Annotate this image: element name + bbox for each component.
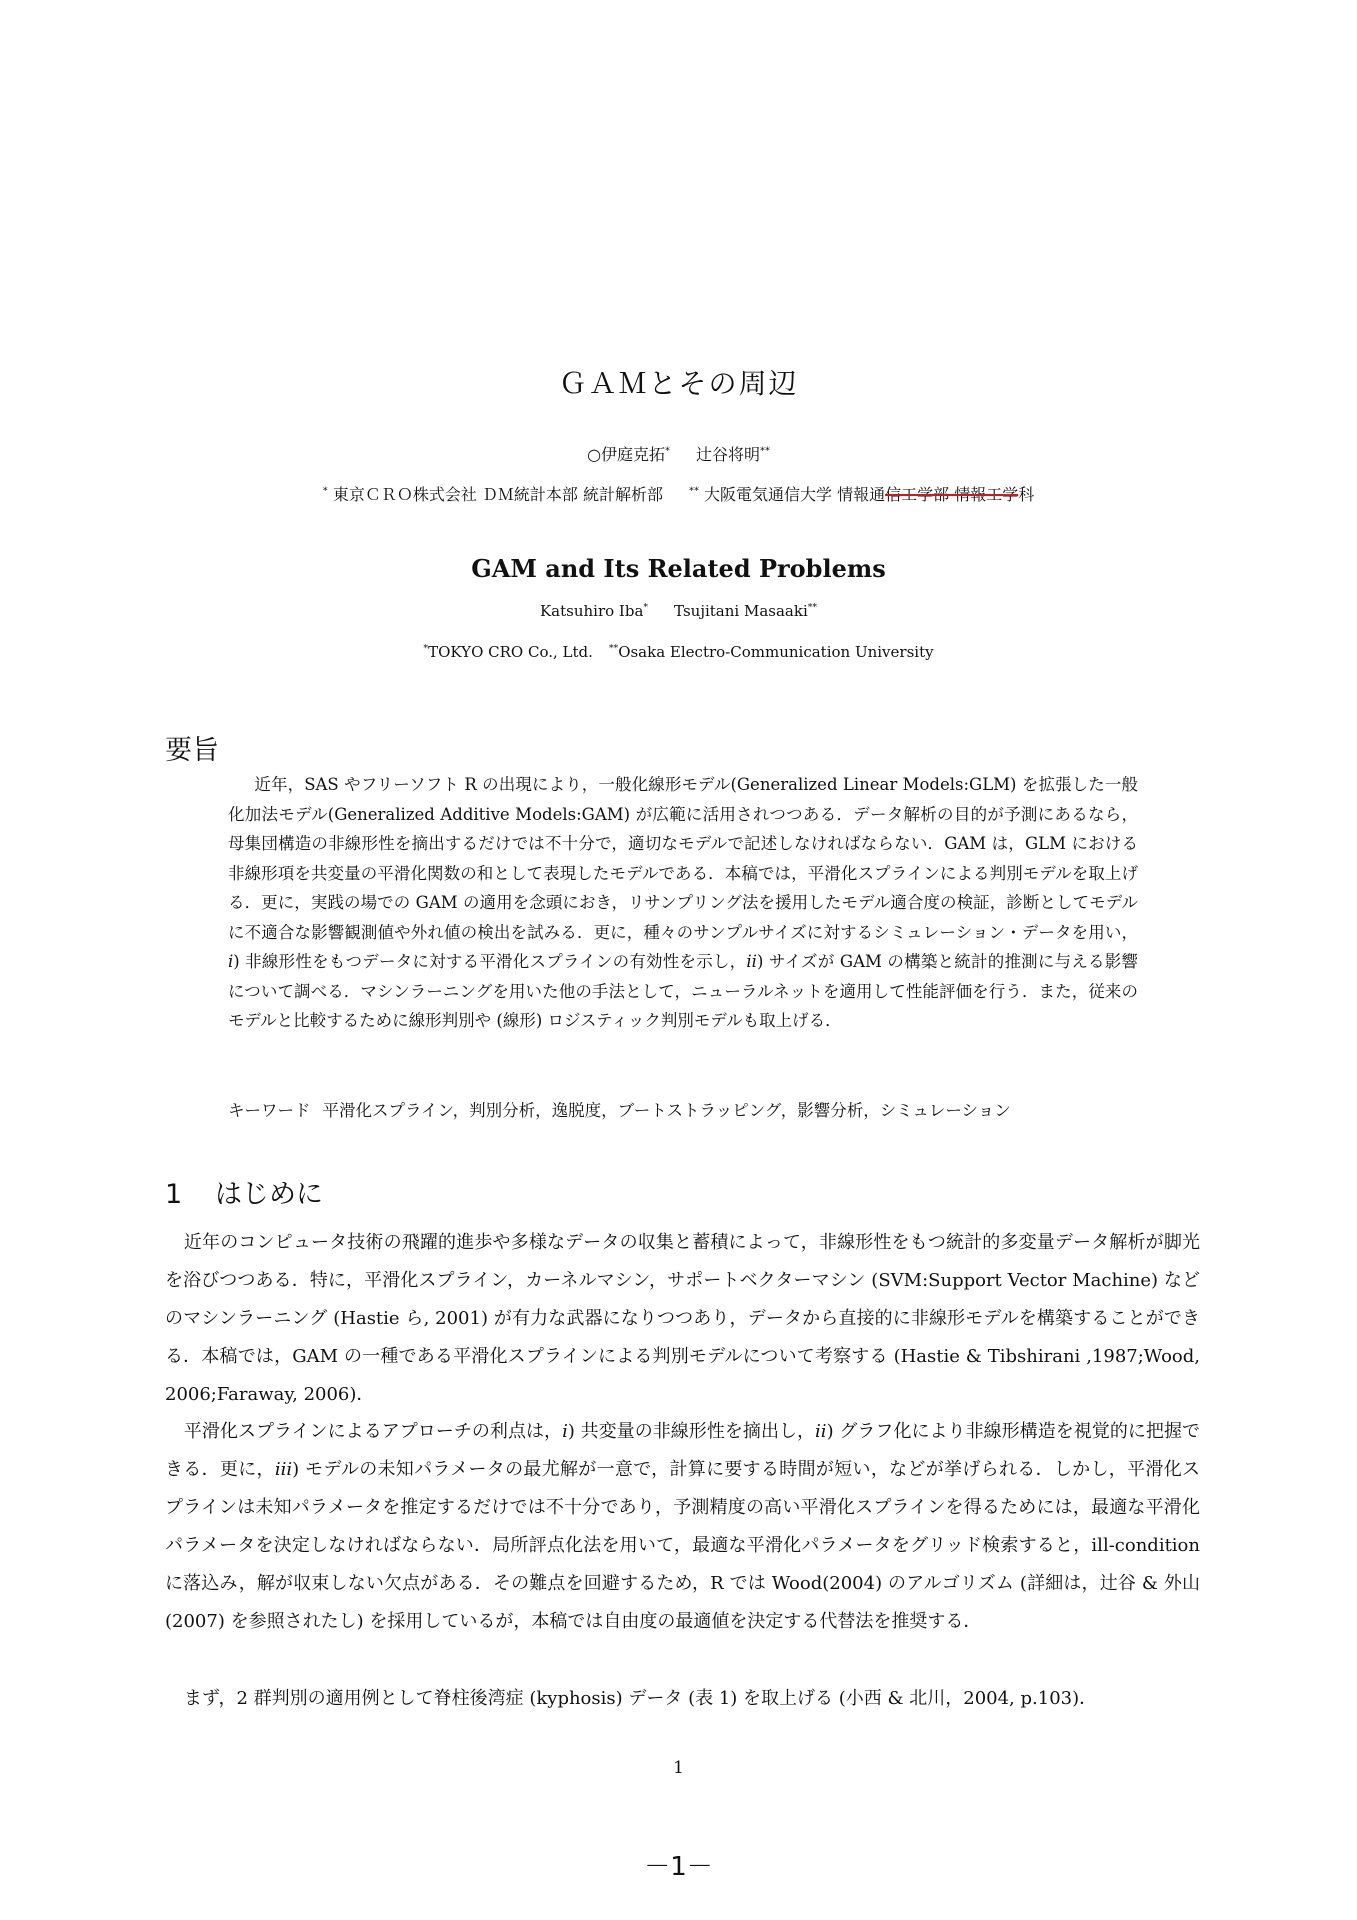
struck-text: 信工学部 情報工学 (885, 485, 1019, 504)
en-author-iba-mark: * (643, 602, 649, 613)
ja-author-tsujitani-mark: ** (760, 445, 770, 457)
ja-author-iba: ○伊庭克拓 (587, 445, 666, 464)
section-title: はじめに (215, 1179, 323, 1210)
body-paragraph-1: 近年のコンピュータ技術の飛躍的進歩や多様なデータの収集と蓄積によって，非線形性をもつ統計的多変量データ解析が脚光を浴びつつある．特に，平滑化スプライン，カーネルマシン，サポートベクターマシン (SVM:Support Vector Machine) などのマシンラーニング (Hastie ら, 2001) が有力な武器になりつつあり，データから直接的に非線形モデルを構築することができる．本稿では，GAM の一種である平滑化スプラインによる判別モデルについて考察する (Hastie & Tibshirani ,1987;Wood, 2006;Faraway, 2006)． (165, 1232, 1200, 1405)
ja-affil-tokyo-cro: 東京ＣＲＯ株式会社 ＤＭ統計本部 統計解析部 (332, 485, 664, 504)
abstract-item-i: i (228, 952, 234, 971)
item-i: i (562, 1421, 568, 1442)
page-number: 1 (673, 1758, 684, 1778)
japanese-affiliations (0, 482, 1357, 505)
section-heading (165, 1172, 323, 1211)
ja-author-tsujitani: 辻谷将明 (696, 445, 761, 464)
japanese-authors (0, 442, 1357, 465)
english-authors (0, 602, 1357, 620)
keywords-label: キーワード (228, 1101, 311, 1120)
section-number: 1 (165, 1179, 183, 1210)
keywords-line (228, 1097, 1148, 1121)
en-affil2-mark: ** (608, 643, 619, 654)
page-footer-label: －1－ (644, 1852, 713, 1882)
item-iii: iii (274, 1459, 293, 1480)
ja-affil1-mark: * (322, 485, 328, 497)
body-paragraph-3: まず，2 群判別の適用例として脊柱後湾症 (kyphosis) データ (表 1) を取上げる (小西 & 北川，2004, p.103)． (183, 1688, 1098, 1709)
en-affil1-mark: * (423, 643, 429, 654)
ja-author-iba-mark: * (665, 445, 670, 457)
en-affil-osaka: Osaka Electro-Communication University (618, 643, 934, 661)
ja-affil2-mark: ** (689, 485, 699, 497)
abstract-heading: 要旨 (165, 735, 219, 766)
item-ii: ii (815, 1421, 827, 1442)
en-author-tsujitani-mark: ** (807, 602, 818, 613)
english-affiliations (0, 643, 1357, 661)
en-author-iba: Katsuhiro Iba (539, 602, 644, 620)
body-paragraph-2: 平滑化スプラインによるアプローチの利点は，i) 共変量の非線形性を摘出し，ii) グラフ化により非線形構造を視覚的に把握できる．更に，iii) モデルの未知パラメータの最尤解が一意で，計算に要する時間が短い，などが挙げられる．しかし，平滑化スプラインは未知パラメータを推定するだけでは不十分であり，予測精度の高い平滑化スプラインを得るためには，最適な平滑化パラメータを決定しなければならない．局所評点化法を用いて，最適な平滑化パラメータをグリッド検索すると，ill-condition に落込み，解が収束しない欠点がある．その難点を回避するため，R では Wood(2004) のアルゴリズム (詳細は，辻谷 & 外山 (2007) を参照されたし) を採用しているが，本稿では自由度の最適値を決定する代替法を推奨する． (165, 1421, 1201, 1632)
abstract-body: 近年，SAS やフリーソフト R の出現により，一般化線形モデル(Generalized Linear Models:GLM) を拡張した一般化加法モデル(Generalized Additive Models:GAM) が広範に活用されつつある．データ解析の目的が予測にあるなら，母集団構造の非線形性を摘出するだけでは不十分で，適切なモデルで記述しなければならない．GAM は，GLM における非線形項を共変量の平滑化関数の和として表現したモデルである．本稿では，平滑化スプラインによる判別モデルを取上げる．更に，実践の場での GAM の適用を念頭におき，リサンプリング法を援用したモデル適合度の検証，診断としてモデルに不適合な影響観測値や外れ値の検出を試みる．更に，種々のサンプルサイズに対するシミュレーション・データを用い，i) 非線形性をもつデータに対する平滑化スプラインの有効性を示し，ii) サイズが GAM の構築と統計的推測に与える影響について調べる．マシンラーニングを用いた他の手法として，ニューラルネットを適用して性能評価を行う．また，従来のモデルと比較するために線形判別や (線形) ロジスティック判別モデルも取上げる． (228, 775, 1139, 1030)
en-author-tsujitani: Tsujitani Masaaki (674, 602, 808, 620)
keywords-list: 平滑化スプライン，判別分析，逸脱度，ブートストラッピング，影響分析，シミュレーション (322, 1101, 1011, 1120)
abstract-item-ii: ii (746, 952, 757, 971)
japanese-title: ＧＡＭとその周辺 (558, 367, 799, 400)
english-title: GAM and Its Related Problems (471, 554, 886, 583)
en-affil-tokyo-cro: TOKYO CRO Co., Ltd. (428, 643, 593, 661)
ja-affil-osaka: 大阪電気通信大学 情報通信工学部 情報工学科 (704, 485, 1035, 504)
